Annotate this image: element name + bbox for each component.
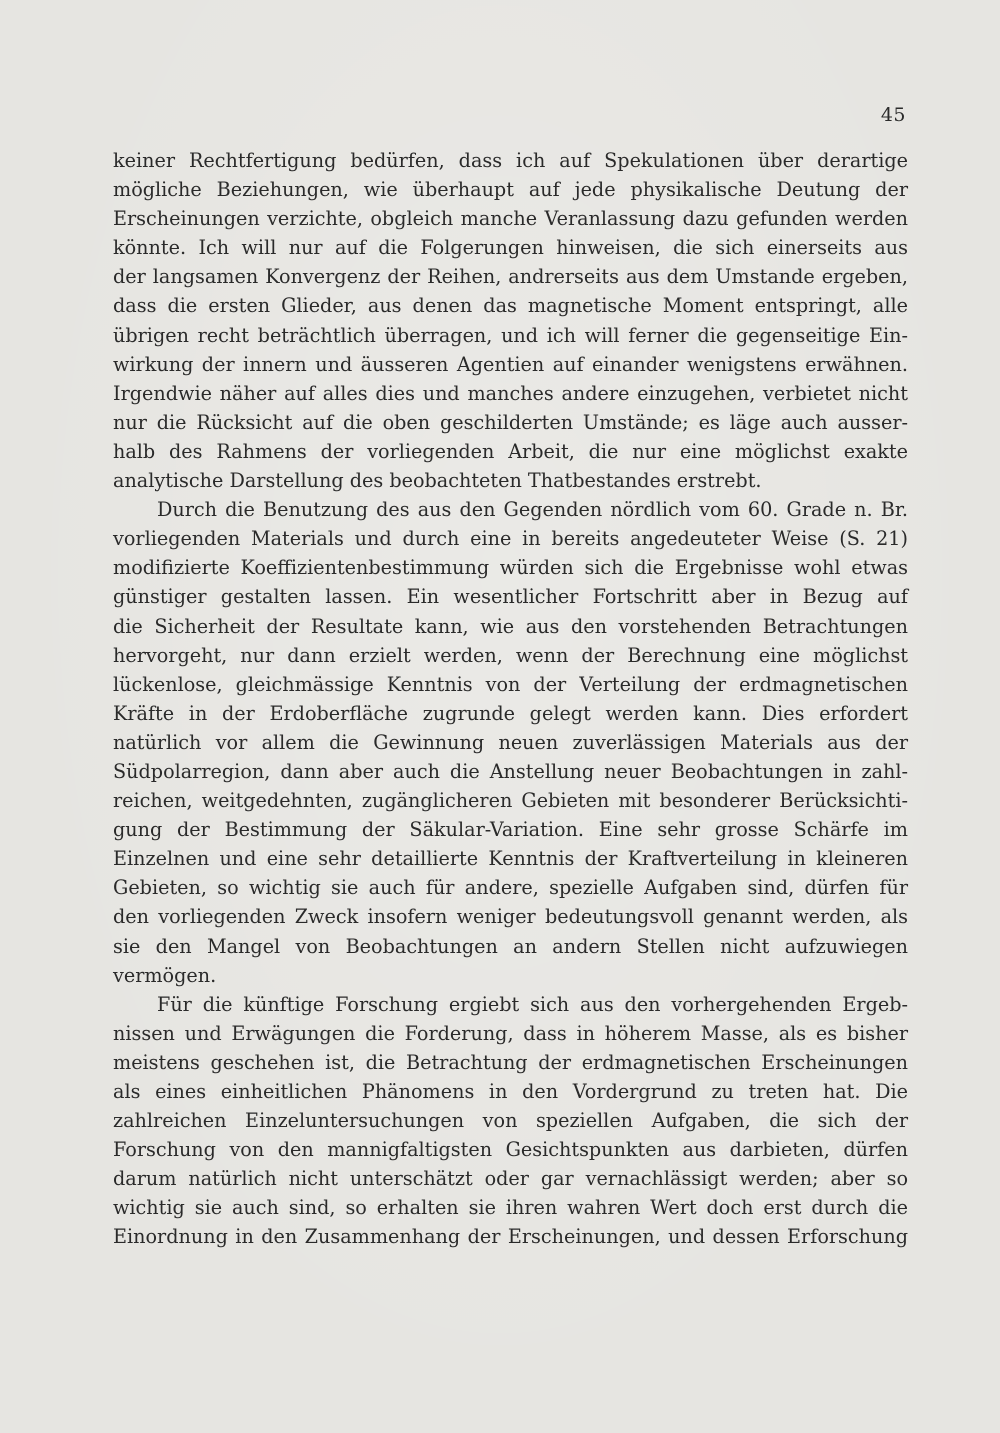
text-line: als eines einheitlichen Phänomens in den Vordergrund zu treten hat. Die [113,1080,908,1103]
text-line: vermögen. [113,963,217,987]
text-line: übrigen recht beträchtlich überragen, und ich will ferner die gegenseitige Ein- [113,323,908,347]
text-line: günstiger gestalten lassen. Ein wesentlicher Fortschritt aber in Bezug auf [113,585,908,609]
text-line: wichtig sie auch sind, so erhalten sie ihren wahren Wert doch erst durch die [113,1196,908,1220]
text-line: natürlich vor allem die Gewinnung neuen zuverlässigen Materials aus der [113,730,908,754]
text-line: meistens geschehen ist, die Betrachtung der erdmagnetischen Erscheinungen [113,1050,908,1074]
text-line: nissen und Erwägungen die Forderung, dass in höherem Masse, als es bisher [113,1021,908,1045]
text-line: hervorgeht, nur dann erzielt werden, wenn der Berechnung eine möglichst [113,643,908,667]
text-line: könnte. Ich will nur auf die Folgerungen hinweisen, die sich einerseits aus [113,236,908,260]
text-line: die Sicherheit der Resultate kann, wie aus den vorstehenden Betrachtungen [113,614,908,638]
text-line: gung der Bestimmung der Säkular-Variation. Eine sehr grosse Schärfe im [113,818,908,842]
text-line: reichen, weitgedehnten, zugänglicheren Gebieten mit besonderer Berücksichti- [113,789,908,813]
text-line: Südpolarregion, dann aber auch die Anstellung neuer Beobachtungen in zahl- [113,759,908,783]
text-line: keiner Rechtfertigung bedürfen, dass ich auf Spekulationen über derartige [113,149,908,172]
text-line: analytische Darstellung des beobachteten Thatbestandes erstrebt. [113,469,762,493]
text-line: dass die ersten Glieder, aus denen das magnetische Moment entspringt, alle [113,294,908,318]
text-line: nur die Rücksicht auf die oben geschilderten Umstände; es läge auch ausser- [113,410,908,434]
text-line: Einordnung in den Zusammenhang der Erscheinungen, und dessen Erforschung [113,1225,908,1249]
body-text [113,146,908,1252]
text-line: zahlreichen Einzeluntersuchungen von speziellen Aufgaben, die sich der [113,1109,908,1133]
text-line: sie den Mangel von Beobachtungen an andern Stellen nicht aufzuwiegen [113,934,908,958]
text-line: darum natürlich nicht unterschätzt oder gar vernachlässigt werden; aber so [113,1167,908,1191]
text-line: Für die künftige Forschung ergiebt sich aus den vorhergehenden Ergeb- [157,992,908,1016]
text-line: Irgendwie näher auf alles dies und manches andere einzugehen, verbietet nicht [113,381,908,405]
text-line: mögliche Beziehungen, wie überhaupt auf jede physikalische Deutung der [113,178,908,202]
text-line: der langsamen Konvergenz der Reihen, andrerseits aus dem Umstande ergeben, [113,265,908,289]
text-line: wirkung der innern und äusseren Agentien auf einander wenigstens erwähnen. [113,352,908,376]
page-number: 45 [880,104,906,126]
text-line: Erscheinungen verzichte, obgleich manche Veranlassung dazu gefunden werden [113,207,908,231]
text-line: Gebieten, so wichtig sie auch für andere, spezielle Aufgaben sind, dürfen für [113,876,908,900]
text-line: Einzelnen und eine sehr detaillierte Kenntnis der Kraftverteilung in kleineren [113,847,908,871]
text-line: vorliegenden Materials und durch eine in bereits angedeuteter Weise (S. 21) [113,527,908,551]
text-line: den vorliegenden Zweck insofern weniger bedeutungsvoll genannt werden, als [113,905,908,929]
text-line: lückenlose, gleichmässige Kenntnis von der Verteilung der erdmagnetischen [113,672,908,696]
text-line: Forschung von den mannigfaltigsten Gesichtspunkten aus darbieten, dürfen [113,1138,908,1162]
text-line: halb des Rahmens der vorliegenden Arbeit, die nur eine möglichst exakte [113,439,908,463]
text-line: modifizierte Koeffizientenbestimmung würden sich die Ergebnisse wohl etwas [113,556,908,580]
text-line: Durch die Benutzung des aus den Gegenden nördlich vom 60. Grade n. Br. [157,498,908,522]
text-line: Kräfte in der Erdoberfläche zugrunde gelegt werden kann. Dies erfordert [113,701,908,725]
